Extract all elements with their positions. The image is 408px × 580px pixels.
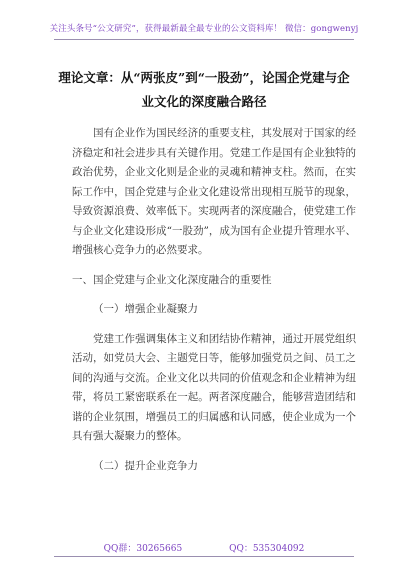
subsection-heading-1: （一）增强企业凝聚力 bbox=[93, 303, 198, 315]
footer-qq-group: QQ群：30265665 bbox=[103, 544, 183, 554]
intro-paragraph: 国有企业作为国民经济的重要支柱，其发展对于国家的经济稳定和社会进步具有关键作用。党建工作是国有企业独特的政治优势，企业文化则是企业的灵魂和精神支柱。然而，在实际工作中，国企党建与企业文化建设常出现相互脱节的现象，导致资源浪费、效率低下。实现两者的深度融合，使党建工作与企业文化建设形成“一股劲”，成为国有企业提升管理水平、增强核心竞争力的必然要求。 bbox=[72, 127, 356, 256]
subsection-paragraph-1: 党建工作强调集体主义和团结协作精神，通过开展党组织活动，如党员大会、主题党日等，能够加强党员之间、员工之间的沟通与交流。企业文化以共同的价值观念和企业精神为纽带，将员工紧密联系在一起。两者深度融合，能够营造团结和谐的企业氛围，增强员工的归属感和认同感，使企业成为一个具有强大凝聚力的整体。 bbox=[72, 332, 356, 442]
document-title: 理论文章：从“两张皮”到“一股劲”，论国企党建与企业文化的深度融合路径 bbox=[58, 70, 350, 109]
section-heading-1: 一、国企党建与企业文化深度融合的重要性 bbox=[72, 273, 272, 286]
footer-divider bbox=[54, 556, 354, 557]
document-body bbox=[72, 124, 356, 476]
footer-contact bbox=[0, 541, 408, 554]
subsection-heading-2: （二）提升企业竞争力 bbox=[93, 459, 198, 472]
header-banner: 关注头条号“公文研究”，获得最新最全最专业的公文资料库！ 微信：gongwenyj bbox=[49, 24, 359, 34]
header-divider bbox=[54, 39, 354, 40]
footer-qq-number: QQ：535304092 bbox=[229, 544, 305, 554]
